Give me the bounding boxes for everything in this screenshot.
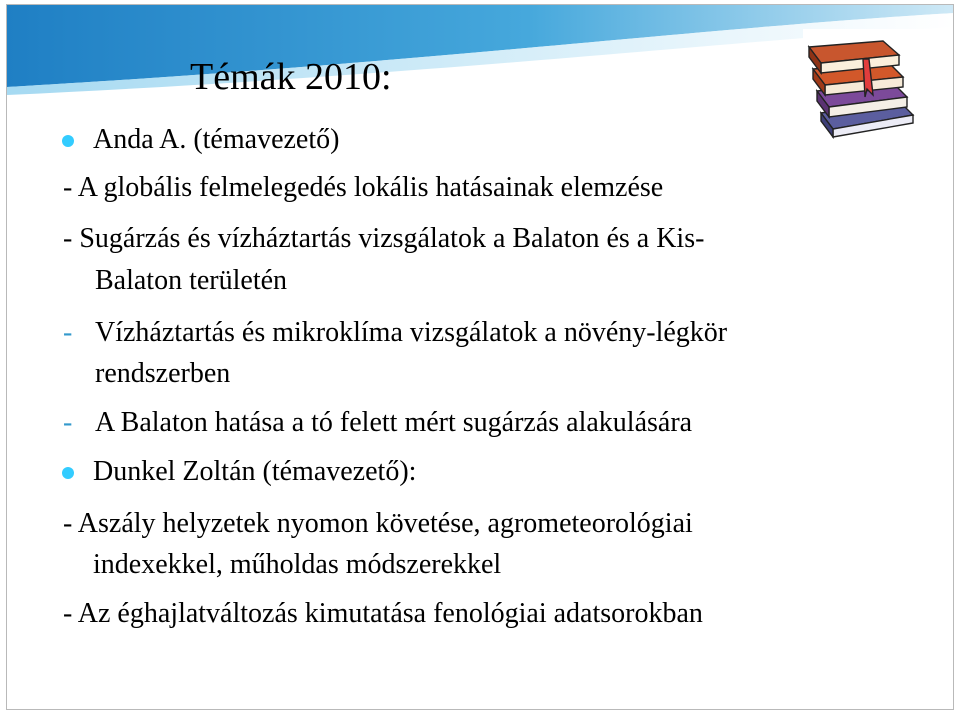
books-stack-icon <box>803 29 927 141</box>
bullet-icon <box>62 135 74 147</box>
bullet-icon <box>62 467 74 479</box>
list-item-advisor-dunkel: Dunkel Zoltán (témavezető): <box>93 456 417 487</box>
list-item-topic: - A globális felmelegedés lokális hatásainak elemzése <box>63 172 664 203</box>
list-item-topic-continued: indexekkel, műholdas módszerekkel <box>93 549 502 580</box>
list-dash: - <box>63 407 73 438</box>
list-item-topic: Vízháztartás és mikroklíma vizsgálatok a növény-légkör <box>95 317 728 348</box>
slide <box>6 4 954 710</box>
slide-title: Témák 2010: <box>190 56 392 98</box>
list-dash: - <box>63 317 73 348</box>
list-item-topic: - Az éghajlatváltozás kimutatása fenológiai adatsorokban <box>63 598 703 629</box>
list-item-topic-continued: rendszerben <box>95 358 231 389</box>
list-item-topic: - Aszály helyzetek nyomon követése, agrometeorológiai <box>63 508 693 539</box>
list-item-topic: A Balaton hatása a tó felett mért sugárzás alakulására <box>95 407 693 438</box>
list-item-topic: - Sugárzás és vízháztartás vizsgálatok a Balaton és a Kis- <box>63 223 705 254</box>
list-item-topic-continued: Balaton területén <box>95 265 288 296</box>
list-item-advisor-anda: Anda A. (témavezető) <box>93 124 340 155</box>
